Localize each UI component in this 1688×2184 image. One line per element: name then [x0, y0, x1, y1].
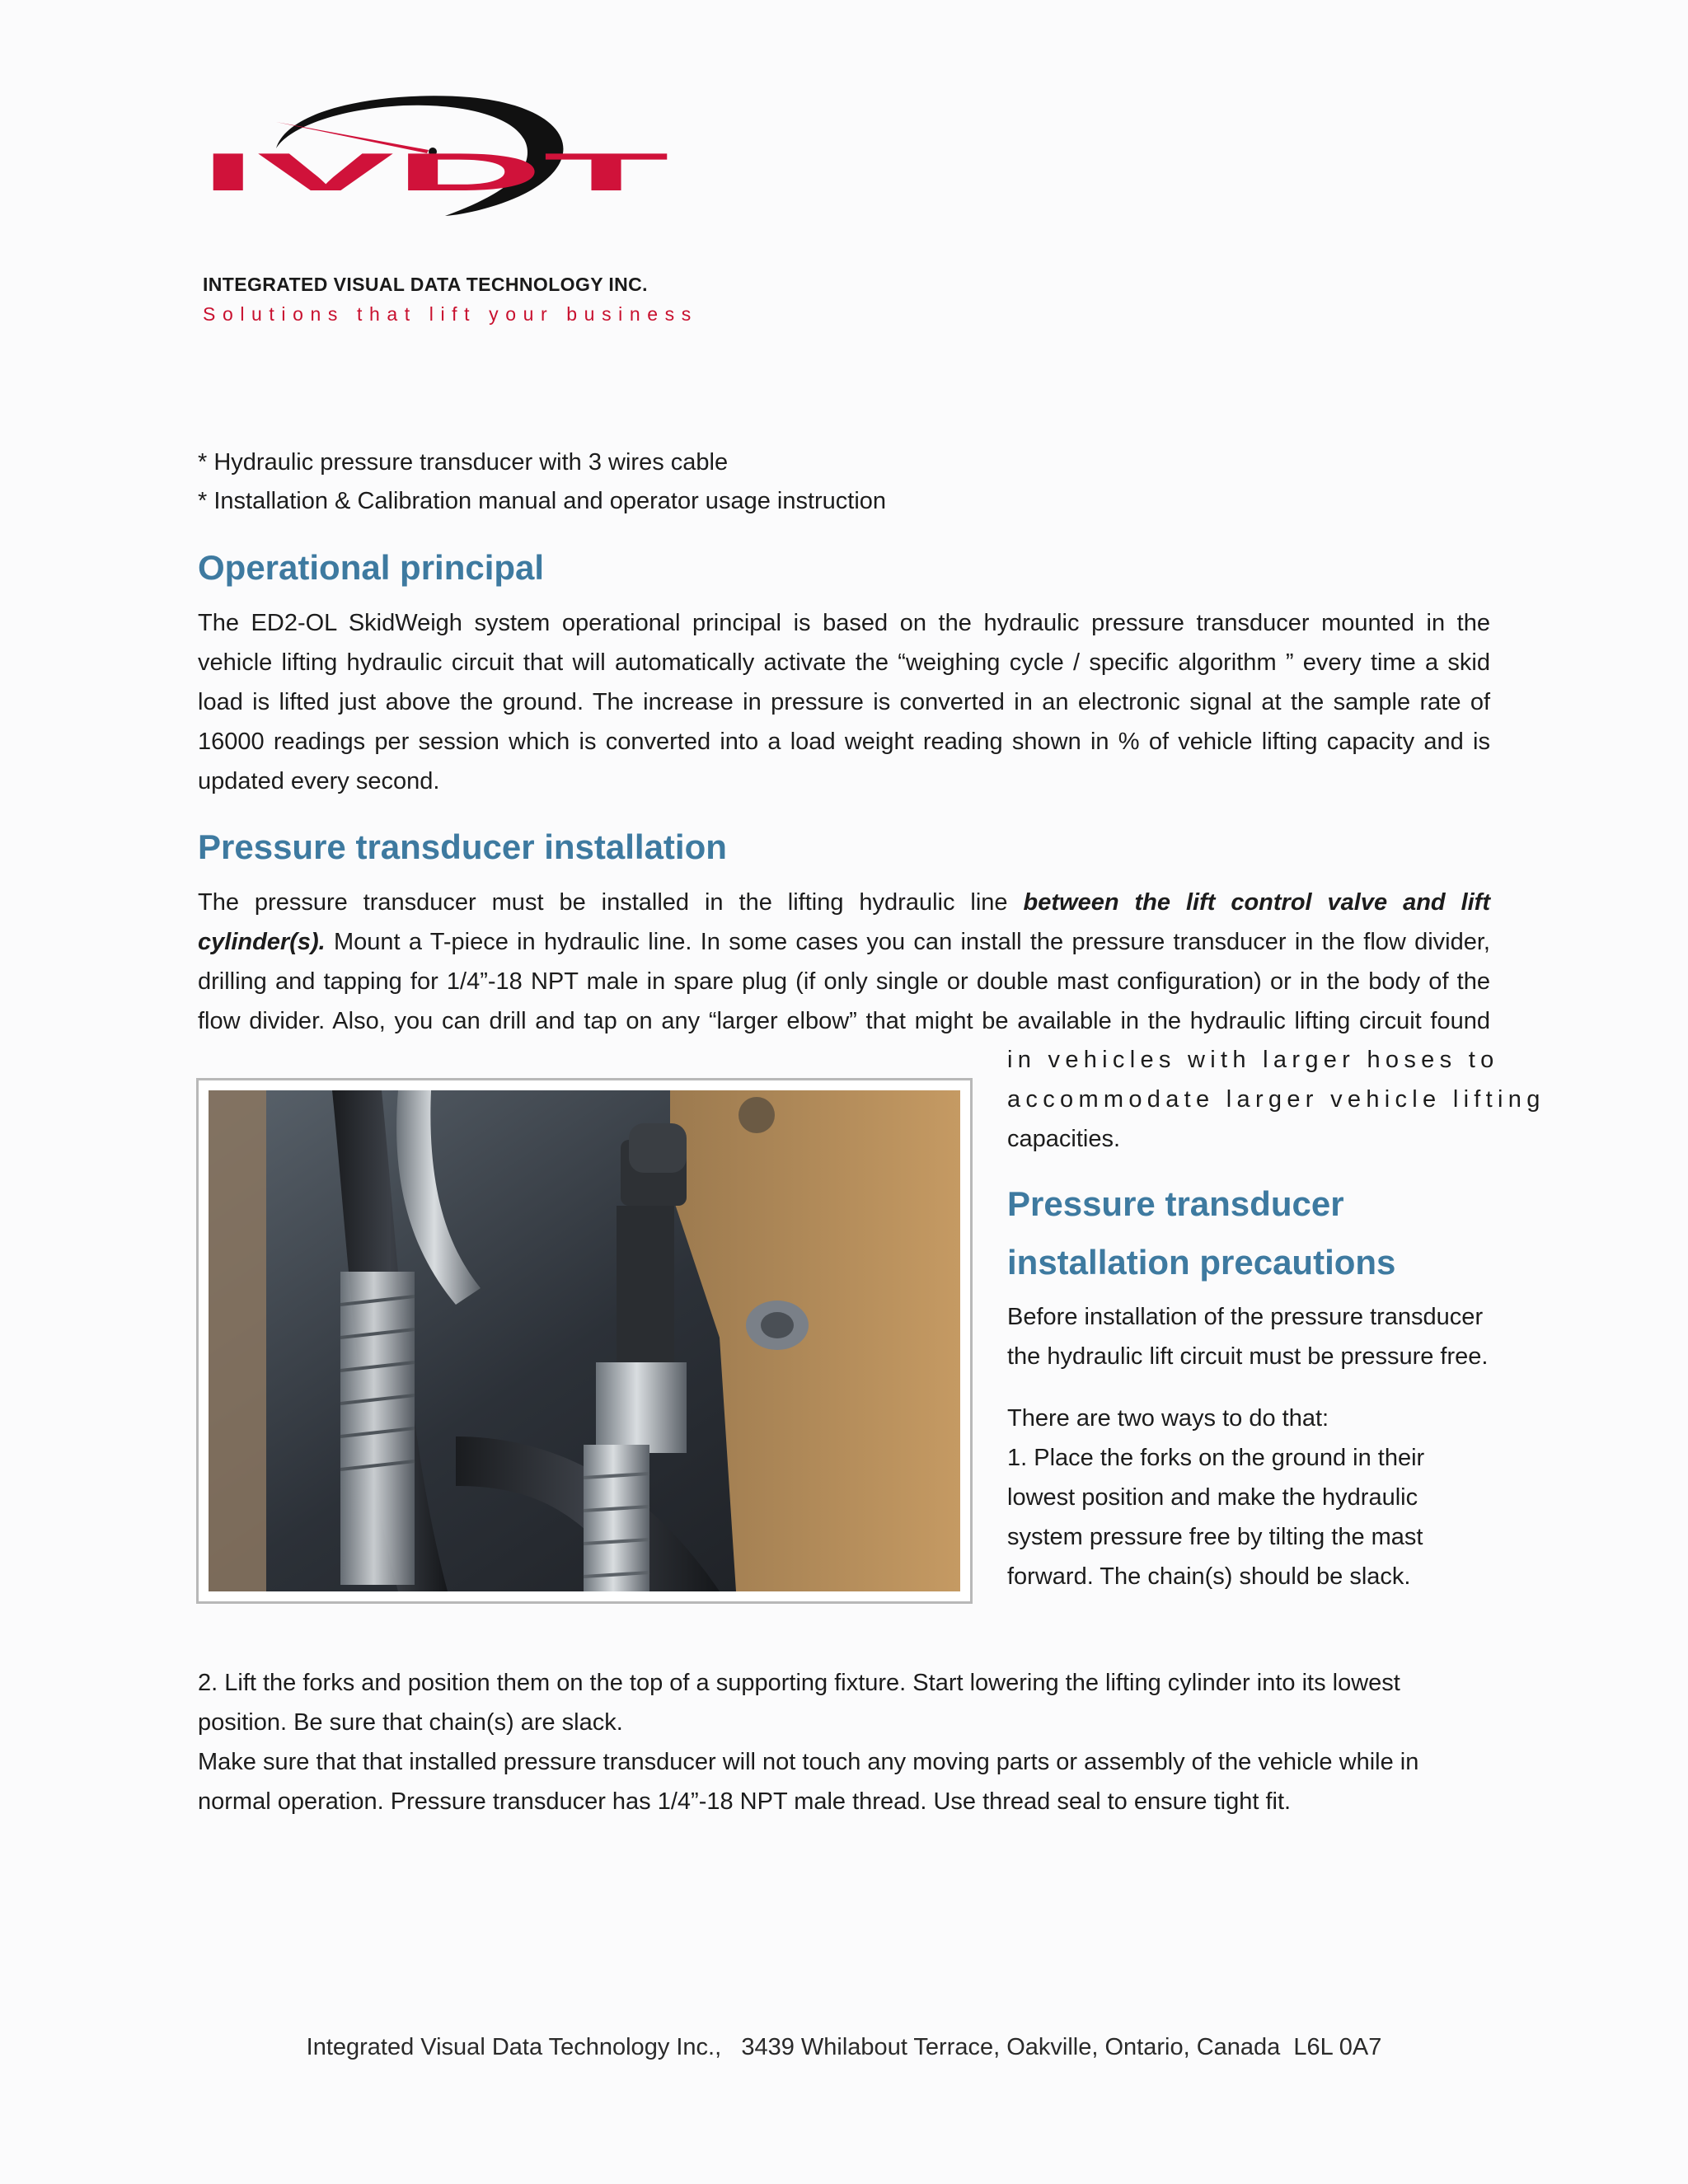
installation-paragraph-wrap — [1007, 1040, 1545, 1159]
paragraph-line: updated every second. — [198, 768, 440, 794]
paragraph-line: accommodate larger vehicle lifting — [1007, 1086, 1545, 1113]
paragraph-line: in vehicles with larger hoses to — [1007, 1047, 1499, 1073]
paragraph-line: The ED2-OL SkidWeigh system operational principal is based on the hydraulic pressure transducer mounted in the — [198, 610, 1490, 636]
precautions-intro — [1007, 1297, 1490, 1376]
paragraph-line: load is lifted just above the ground. The increase in pressure is converted in an electronic signal at the sample rate of — [198, 689, 1490, 715]
paragraph-line: forward. The chain(s) should be slack. — [1007, 1563, 1411, 1590]
transducer-photo — [209, 1090, 960, 1591]
paragraph-line: Before installation of the pressure transducer — [1007, 1304, 1484, 1330]
section-heading-transducer-installation: Pressure transducer installation — [198, 827, 727, 866]
paragraph-line: system pressure free by tilting the mast — [1007, 1524, 1423, 1550]
paragraph-line: 1. Place the forks on the ground in their — [1007, 1445, 1425, 1471]
emphasis-text: cylinder(s). — [198, 929, 326, 955]
paragraph-line: lowest position and make the hydraulic — [1007, 1484, 1418, 1511]
paragraph-line: 16000 readings per session which is converted into a load weight reading shown in % of vehicle lifting capacity and is — [198, 729, 1490, 755]
paragraph-line — [198, 922, 1490, 962]
section-heading-precautions-line1: Pressure transducer — [1007, 1184, 1344, 1223]
logo-company-name: INTEGRATED VISUAL DATA TECHNOLOGY INC. — [203, 274, 648, 295]
paragraph-line: drilling and tapping for 1/4”-18 NPT male in spare plug (if only single or double mast configuration) or in the body of the — [198, 968, 1490, 995]
precautions-steps — [1007, 1399, 1490, 1596]
company-logo — [198, 91, 698, 338]
paragraph-line: vehicle lifting hydraulic circuit that will automatically activate the “weighing cycle / specific algorithm ” every time a skid — [198, 649, 1490, 676]
paragraph-line: capacities. — [1007, 1126, 1121, 1152]
paragraph-line: position. Be sure that chain(s) are slack. — [198, 1709, 623, 1736]
paragraph-line: Make sure that that installed pressure transducer will not touch any moving parts or assembly of the vehicle while in — [198, 1749, 1419, 1775]
section-heading-operational-principal: Operational principal — [198, 548, 545, 587]
operational-principal-paragraph — [198, 603, 1490, 801]
logo-letters: IVDT — [199, 142, 670, 203]
paragraph-line: normal operation. Pressure transducer has 1/4”-18 NPT male thread. Use thread seal to ensure tight fit. — [198, 1788, 1292, 1815]
section-heading-precautions-line2: installation precautions — [1007, 1243, 1396, 1282]
line-text: The pressure transducer must be installed in the lifting hydraulic line — [198, 889, 1008, 916]
transducer-photo-frame — [196, 1078, 973, 1604]
paragraph-line: the hydraulic lift circuit must be pressure free. — [1007, 1343, 1489, 1370]
logo-tagline: Solutions that lift your business — [203, 303, 698, 325]
logo-graphic — [198, 91, 676, 239]
paragraph-line: 2. Lift the forks and position them on the top of a supporting fixture. Start lowering the lifting cylinder into its lowest — [198, 1670, 1400, 1696]
transducer-photo-illustration — [209, 1090, 960, 1591]
paragraph-line: flow divider. Also, you can drill and tap on any “larger elbow” that might be available in the hydraulic lifting circuit found — [198, 1008, 1490, 1034]
emphasis-text: between the lift control valve and lift — [1023, 889, 1490, 916]
installation-paragraph — [198, 883, 1490, 1041]
paragraph-line: There are two ways to do that: — [1007, 1405, 1329, 1432]
paragraph-line — [198, 883, 1490, 922]
line-text: Mount a T-piece in hydraulic line. In some cases you can install the pressure transducer in the flow divider, — [325, 929, 1490, 955]
bullet-item: * Hydraulic pressure transducer with 3 wires cable — [198, 449, 729, 476]
bottom-paragraph — [198, 1663, 1490, 1821]
page-footer: Integrated Visual Data Technology Inc., 3439 Whilabout Terrace, Oakville, Ontario, Canada L6L 0A7 — [306, 2034, 1382, 2060]
bullet-item: * Installation & Calibration manual and operator usage instruction — [198, 488, 887, 514]
